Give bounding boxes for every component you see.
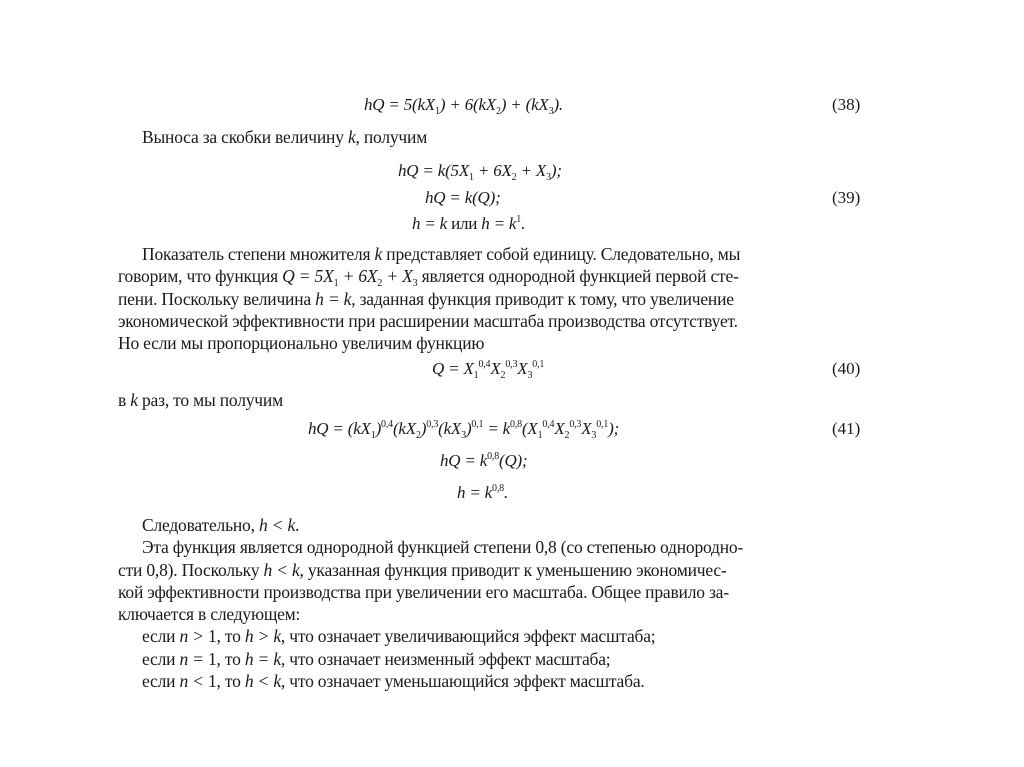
superscript: 1	[516, 214, 522, 225]
text: Выноса за скобки величину	[142, 127, 344, 147]
equation-41b	[440, 450, 527, 472]
eq-part: (kX	[392, 419, 416, 438]
equation-41c	[457, 482, 508, 504]
equation-40	[432, 358, 544, 380]
eq-part: h = k	[457, 483, 493, 502]
equation-41: hQ = $(kX_1)^{0,4}(kX_2)^{0,3}(kX_3)^{0,1} = k^{0,8}(X_1^{0,4}X_2^{0,3}X_3^{0,1})$;	[308, 419, 620, 441]
math-var: k	[347, 127, 356, 147]
text: если	[142, 626, 180, 647]
subscript: 2	[500, 370, 506, 381]
subscript: 3	[527, 370, 533, 381]
eq-part: (X	[521, 419, 538, 438]
text-line: Эта функция является однородной функцией степени 0,8 (со степенью однородно-	[142, 537, 744, 558]
superscript: 0,1	[471, 419, 484, 430]
text: в	[118, 390, 131, 410]
text-line	[118, 514, 870, 536]
math: h < k	[263, 559, 300, 580]
math-var: k	[374, 244, 383, 264]
math: h < k	[258, 515, 296, 535]
subscript: 1	[473, 370, 479, 381]
superscript: 0,4	[478, 359, 491, 370]
eq-part: );	[550, 161, 562, 180]
subscript: 1	[333, 278, 339, 290]
equation-39c	[412, 213, 525, 235]
superscript: 0,3	[505, 359, 518, 370]
math: h > k	[244, 626, 281, 647]
math: Q = 5X	[282, 266, 334, 287]
text: , то	[216, 626, 245, 647]
text: , получим	[355, 127, 428, 147]
subscript: 2	[415, 430, 421, 441]
equation-39a	[398, 160, 562, 182]
eq-part: );	[608, 419, 620, 438]
text: , то	[216, 671, 245, 692]
eq-part: hQ = k(5X	[398, 161, 470, 180]
equation-number-39: (39)	[832, 188, 861, 207]
eq-part: ).	[553, 95, 563, 114]
text: раз, то мы получим	[137, 390, 283, 410]
subscript: 1	[537, 430, 543, 441]
text-line: ключается в следующем:	[118, 604, 301, 625]
text: если	[142, 648, 180, 669]
text: , что означает уменьшающийся эффект масштаба.	[280, 671, 645, 692]
text: 1	[207, 671, 217, 692]
math: h < k	[244, 671, 281, 692]
text-line	[118, 288, 870, 310]
math: + X	[382, 266, 413, 287]
eq-part: Q = X	[432, 359, 474, 378]
subscript: 2	[511, 172, 517, 183]
eq-part: X	[581, 419, 592, 438]
equation-number-41: (41)	[832, 419, 861, 438]
equation-38	[364, 94, 563, 116]
text-line: кой эффективности производства при увеличении его масштаба. Общее правило за-	[118, 581, 729, 602]
text: Показатель степени множителя	[142, 244, 375, 264]
rule-item	[118, 670, 870, 692]
text-line: экономической эффективности при расширении масштаба производства отсутствует.	[118, 310, 738, 331]
eq-part: hQ = k	[440, 451, 488, 470]
text: 1	[207, 626, 217, 647]
eq-word: или	[447, 214, 482, 233]
eq-part: + X	[516, 161, 547, 180]
equation-number-38: (38)	[832, 95, 861, 114]
text-line	[118, 265, 870, 290]
paragraph-2	[118, 514, 870, 692]
math: n =	[179, 648, 208, 669]
superscript: 0,1	[596, 419, 609, 430]
eq-part: ) + (kX	[500, 95, 549, 114]
paragraph-1	[118, 243, 870, 354]
eq-part: + 6X	[473, 161, 512, 180]
superscript: 0,8	[510, 419, 522, 430]
text: сти 0,8). Поскольку	[118, 559, 264, 580]
eq-part: h = k	[412, 214, 448, 233]
text-line	[118, 559, 870, 581]
subscript: 3	[461, 430, 466, 441]
math: n >	[179, 626, 208, 647]
superscript: 0,1	[532, 359, 545, 370]
text: , заданная функция приводит к тому, что увеличение	[351, 288, 734, 309]
equation-39b	[425, 187, 501, 209]
superscript: 0,8	[492, 483, 504, 494]
eq-part: = k	[483, 419, 511, 438]
text: является однородной функцией первой сте-	[417, 266, 739, 287]
subscript: 1	[469, 172, 474, 183]
text: если	[142, 671, 180, 692]
eq-part: X	[490, 359, 501, 378]
eq-part: X	[517, 359, 528, 378]
text: .	[295, 515, 300, 535]
subscript: 2	[495, 106, 501, 117]
eq-part: (Q);	[499, 451, 528, 470]
eq-part: .	[521, 214, 526, 233]
text: Следовательно,	[142, 515, 259, 535]
rule-item	[118, 648, 870, 670]
subscript: 2	[564, 430, 570, 441]
text: , то	[216, 648, 245, 669]
subscript: 1	[435, 106, 440, 117]
rule-item	[118, 625, 870, 647]
eq-part: hQ = 5(kX	[364, 95, 436, 114]
eq-part: ) + 6(kX	[439, 95, 496, 114]
eq-part: X	[554, 419, 565, 438]
superscript: 0,8	[487, 451, 500, 462]
subscript: 1	[370, 430, 376, 441]
text-line	[118, 243, 870, 265]
text: говорим, что функция	[118, 266, 283, 287]
eq-part: hQ = (kX	[308, 419, 371, 438]
math: h = k	[244, 648, 281, 669]
subscript: 3	[546, 172, 551, 183]
subscript: 2	[377, 278, 383, 290]
math: h = k	[315, 288, 352, 309]
equation-number-40: (40)	[832, 359, 861, 378]
math: + 6X	[338, 266, 378, 287]
math: n <	[179, 671, 208, 692]
text-line: Но если мы пропорционально увеличим функцию	[118, 333, 485, 354]
superscript: 0,3	[569, 419, 582, 430]
superscript: 0,3	[426, 419, 439, 430]
subscript: 3	[412, 278, 418, 290]
superscript: 0,4	[542, 419, 555, 430]
math-var: k	[130, 390, 138, 410]
eq-part: h = k	[481, 214, 517, 233]
text: 1	[207, 648, 217, 669]
text: представляет собой единицу. Следовательно, мы	[382, 244, 741, 264]
text: пени. Поскольку величина	[118, 288, 316, 309]
text-line	[118, 389, 283, 411]
text: , что означает увеличивающийся эффект масштаба;	[280, 626, 656, 647]
eq-part: (kX	[438, 419, 462, 438]
subscript: 3	[548, 106, 554, 117]
eq-part: .	[503, 483, 508, 502]
text-line	[142, 126, 427, 148]
text: , указанная функция приводит к уменьшению экономичес-	[299, 559, 727, 580]
superscript: 0,4	[381, 419, 393, 430]
subscript: 3	[591, 430, 597, 441]
text: , что означает неизменный эффект масштаба;	[280, 648, 611, 669]
eq-part: hQ = k(Q);	[425, 188, 501, 207]
